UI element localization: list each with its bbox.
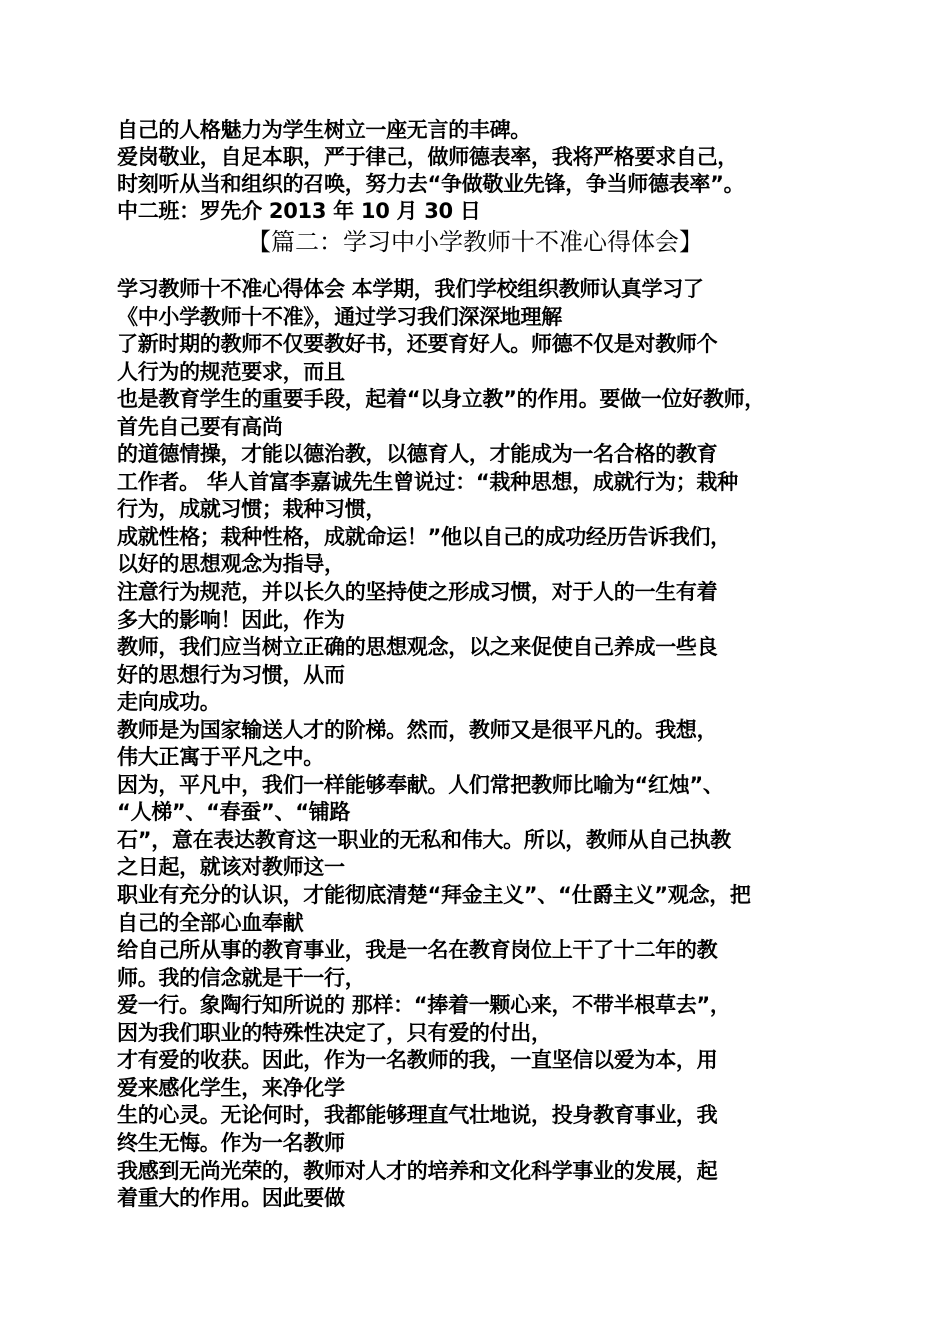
text-line: 自己的全部心血奉献 (117, 910, 304, 935)
text-line: 职业有充分的认识，才能彻底清楚“拜金主义”、“仕爵主义”观念，把 (117, 883, 751, 908)
text-line: 教师，我们应当树立正确的思想观念，以之来促使自己养成一些良 (117, 635, 718, 660)
text-line: 学习教师十不准心得体会 本学期，我们学校组织教师认真学习了 (117, 277, 704, 301)
text-line: 的道德情操，才能以德治教，以德育人，才能成为一名合格的教育 (117, 442, 718, 467)
text-line: 工作者。 华人首富李嘉诚先生曾说过：“栽种思想，成就行为；栽种 (117, 469, 738, 494)
text-line: “人梯”、“春蚕”、“铺路 (117, 800, 351, 825)
text-line: 终生无悔。作为一名教师 (117, 1130, 345, 1155)
text-line: 多大的影响！因此，作为 (117, 607, 345, 632)
text-line: 成就性格；栽种性格，成就命运！”他以自己的成功经历告诉我们， (117, 524, 731, 549)
text-line: 走向成功。 (117, 690, 221, 715)
text-line: 伟大正寓于平凡之中。 (117, 745, 324, 770)
text-line: 爱来感化学生，来净化学 (117, 1075, 345, 1100)
text-line: 爱岗敬业，自足本职，严于律己，做师德表率，我将严格要求自己， (117, 145, 738, 169)
section-heading: 【篇二：学习中小学教师十不准心得体会】 (247, 228, 703, 256)
text-line: 《中小学教师十不准》，通过学习我们深深地理解 (117, 304, 562, 329)
text-line: 教师是为国家输送人才的阶梯。然而，教师又是很平凡的。我想， (117, 717, 718, 742)
text-line: 才有爱的收获。因此，作为一名教师的我，一直坚信以爱为本，用 (117, 1048, 718, 1073)
text-line: 我感到无尚光荣的，教师对人才的培养和文化科学事业的发展，起 (117, 1158, 718, 1183)
text-line: 给自己所从事的教育事业，我是一名在教育岗位上干了十二年的教 (117, 938, 718, 963)
text-line: 好的思想行为习惯，从而 (117, 662, 345, 687)
text-line: 之日起，就该对教师这一 (117, 855, 345, 880)
text-line: 因为，平凡中，我们一样能够奉献。人们常把教师比喻为“红烛”、 (117, 772, 724, 797)
text-line: 也是教育学生的重要手段，起着“以身立教”的作用。要做一位好教师， (117, 387, 766, 412)
text-line: 自己的人格魅力为学生树立一座无言的丰碑。 (117, 118, 531, 142)
body-text (117, 276, 837, 1213)
text-line: 了新时期的教师不仅要教好书，还要育好人。师德不仅是对教师个 (117, 332, 718, 357)
text-line: 首先自己要有高尚 (117, 414, 283, 439)
text-line: 因为我们职业的特殊性决定了，只有爱的付出， (117, 1020, 552, 1045)
text-line: 师。我的信念就是干一行， (117, 965, 366, 990)
text-line: 行为，成就习惯；栽种习惯， (117, 497, 387, 522)
text-line: 以好的思想观念为指导， (117, 552, 345, 577)
text-line: 时刻听从当和组织的召唤，努力去“争做敬业先锋，争当师德表率”。 (117, 172, 745, 196)
text-line: 着重大的作用。因此要做 (117, 1186, 345, 1211)
text-line: 石”，意在表达教育这一职业的无私和伟大。所以，教师从自己执教 (117, 827, 731, 852)
signature-line: 中二班：罗先介 2013 年 10 月 30 日 (117, 199, 481, 223)
text-line: 人行为的规范要求，而且 (117, 359, 345, 384)
text-line: 生的心灵。无论何时，我都能够理直气壮地说，投身教育事业，我 (117, 1103, 718, 1128)
intro-paragraph (117, 117, 837, 225)
text-line: 注意行为规范，并以长久的坚持使之形成习惯，对于人的一生有着 (117, 580, 718, 605)
text-line: 爱一行。象陶行知所说的 那样：“捧着一颗心来，不带半根草去”， (117, 993, 731, 1018)
